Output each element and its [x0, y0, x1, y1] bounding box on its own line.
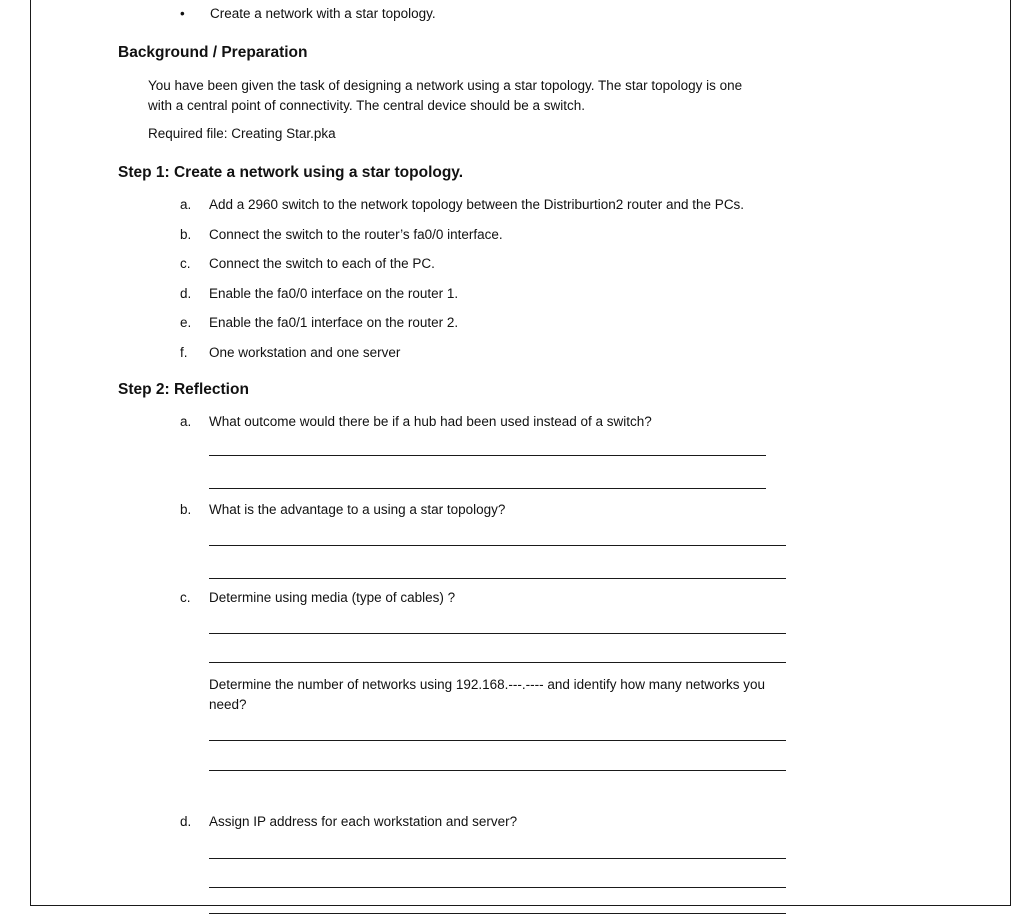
answer-line	[209, 633, 786, 634]
step1-item-a	[180, 195, 744, 215]
page-border-bottom	[30, 905, 1011, 906]
page-border-right	[1010, 0, 1011, 906]
answer-line	[209, 913, 786, 914]
background-paragraph	[148, 76, 742, 115]
step2-question-c-followup-line2: need?	[209, 696, 247, 712]
answer-line	[209, 488, 766, 489]
step1-item-d-label: d.	[180, 285, 192, 301]
step2-heading: Step 2: Reflection	[118, 381, 249, 398]
step1-heading: Step 1: Create a network using a star topology.	[118, 164, 464, 181]
step1-item-e	[180, 313, 744, 333]
step1-item-e-text: Enable the fa0/1 interface on the router 2.	[209, 315, 459, 330]
step2-question-a	[180, 412, 652, 432]
answer-line	[209, 662, 786, 663]
step1-item-f-text: One workstation and one server	[209, 344, 401, 360]
answer-line	[209, 455, 766, 456]
page-border-left	[30, 0, 31, 906]
step2-question-d-label: d.	[180, 814, 192, 829]
required-file-line: Required file: Creating Star.pka	[148, 126, 336, 141]
background-paragraph-line1: You have been given the task of designing a network using a star topology. The star topology is one	[148, 78, 743, 93]
intro-bullet-text: Create a network with a star topology.	[210, 6, 436, 21]
step2-question-c-text: Determine using media (type of cables) ?	[209, 590, 456, 605]
step1-item-e-label: e.	[180, 315, 192, 330]
step1-item-d	[180, 284, 744, 304]
step1-item-c-label: c.	[180, 256, 191, 271]
step2-question-c-label: c.	[180, 590, 191, 605]
background-paragraph-line2: with a central point of connectivity. The central device should be a switch.	[148, 97, 585, 113]
step1-list	[180, 195, 744, 372]
answer-line	[209, 887, 786, 888]
step2-question-a-text: What outcome would there be if a hub had been used instead of a switch?	[209, 414, 652, 429]
step1-item-f-label: f.	[180, 344, 188, 360]
bullet-icon: •	[180, 6, 185, 21]
background-heading: Background / Preparation	[118, 44, 308, 61]
step2-question-c-followup-line1: Determine the number of networks using 192.168.---.---- and identify how many networks you	[209, 677, 766, 692]
step1-item-f	[180, 343, 744, 363]
step1-item-a-label: a.	[180, 197, 192, 212]
step1-item-c-text: Connect the switch to each of the PC.	[209, 256, 435, 271]
answer-line	[209, 740, 786, 741]
intro-bullet-item	[180, 4, 436, 24]
step1-item-a-text: Add a 2960 switch to the network topology between the Distriburtion2 router and the PCs.	[209, 197, 745, 212]
step1-item-b-text: Connect the switch to the router’s fa0/0 interface.	[209, 226, 503, 242]
step2-question-d-text: Assign IP address for each workstation and server?	[209, 814, 518, 829]
step2-question-c	[180, 588, 455, 608]
answer-line	[209, 770, 786, 771]
step2-question-a-label: a.	[180, 414, 192, 429]
answer-line	[209, 545, 786, 546]
step2-question-b	[180, 500, 505, 520]
step1-item-c	[180, 254, 744, 274]
step2-question-b-text: What is the advantage to a using a star topology?	[209, 502, 506, 517]
step2-question-d	[180, 812, 517, 832]
step1-item-d-text: Enable the fa0/0 interface on the router 1.	[209, 285, 459, 301]
step2-question-c-followup	[209, 675, 765, 714]
answer-line	[209, 578, 786, 579]
step1-item-b	[180, 225, 744, 245]
step1-item-b-label: b.	[180, 226, 192, 242]
answer-line	[209, 858, 786, 859]
step2-question-b-label: b.	[180, 502, 192, 517]
